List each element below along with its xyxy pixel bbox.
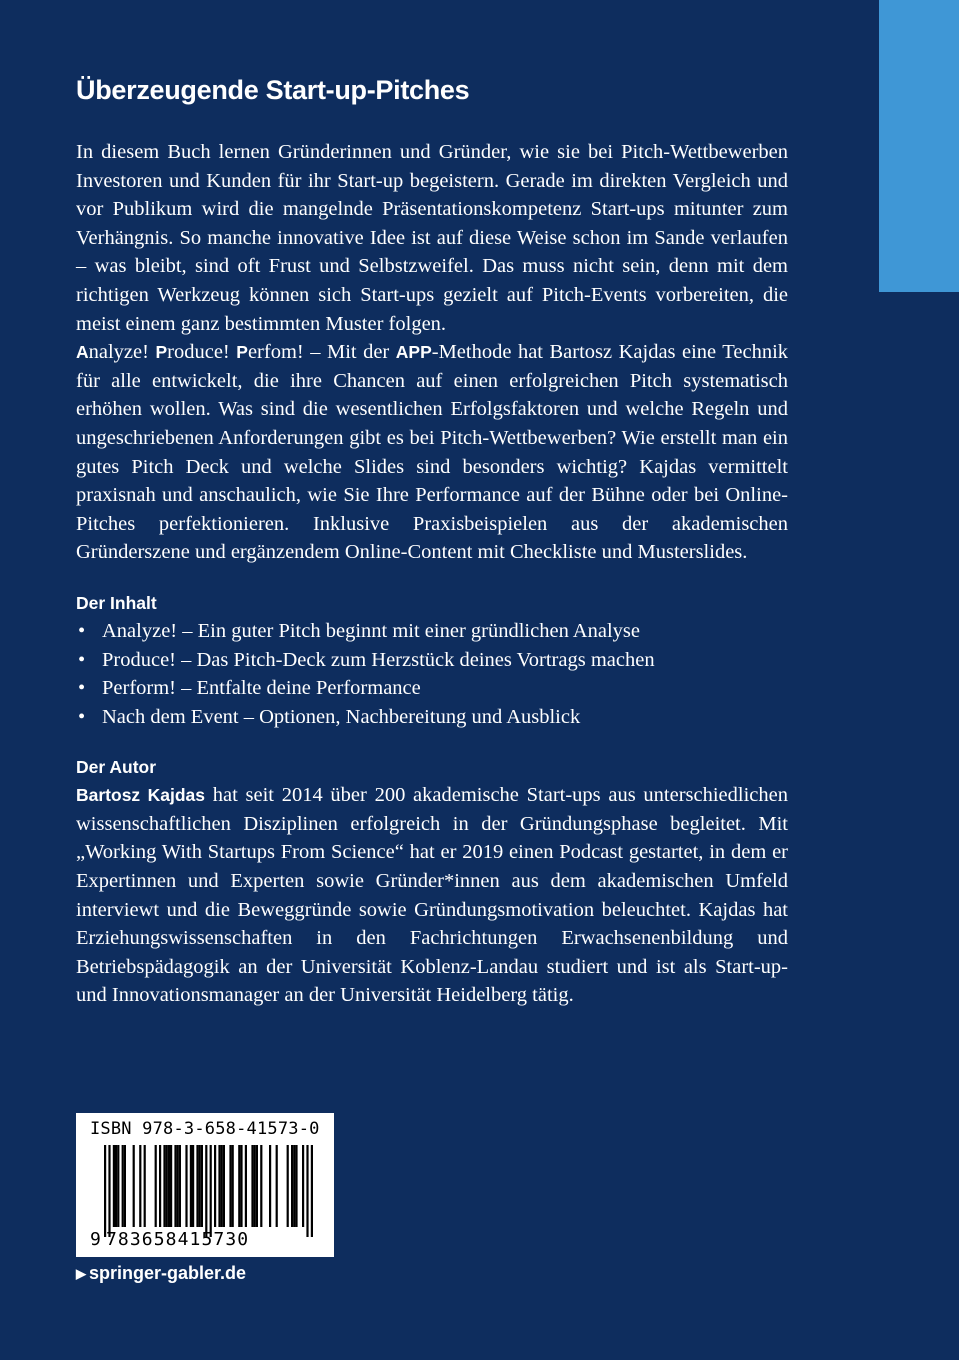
author-bio-text: hat seit 2014 über 200 akademische Start-ups aus unterschiedlichen wissenschaftlichen Disziplinen erfolgreich in der Gründungsphase begleitet. Mit „Working With Startups From Science“ hat er 2019 einen Podcast gestartet, in dem er Expertinnen und Experten sowie Gründer*innen aus dem akademischen Umfeld interviewt und die Beweggründe sowie Gründungsmotivation beleuchtet. Kajdas hat Erziehungswissenschaften in den Fachrichtungen Erwachsenenbildung und Betriebspädagogik an der Universität Koblenz-Landau studiert und ist als Start-up- und Innovationsmanager an der Universität Heidelberg tätig. bbox=[76, 784, 788, 1007]
barcode-bar bbox=[168, 1145, 170, 1227]
barcode-bar bbox=[177, 1145, 179, 1227]
intro-rest: -Methode hat Bartosz Kajdas eine Technik für alle entwickelt, die ihre Chancen auf einen erfolgreichen Pitch systematisch erhöhen wollen. Was sind die wesentlichen Erfolgsfaktoren und welche Regeln und ungeschriebenen Anforderungen gibt es bei Pitch-Wettbewerben? Wie erstellt man ein gutes Pitch Deck und welche Slides sind besonders wichtig? Kajdas vermittelt praxisnah und anschaulich, wie Sie Ihre Performance auf der Bühne oder bei Online-Pitches perfektionieren. Inklusive Praxisbeispielen aus der akademischen Gründerszene und ergänzendem Online-Content mit Checkliste und Musterslides. bbox=[76, 341, 789, 564]
barcode-bar bbox=[214, 1145, 216, 1227]
intro-paragraph-1: In diesem Buch lernen Gründerinnen und Gründer, wie sie bei Pitch-Wettbewerben Investoren und Kunden für ihr Start-up begeistern. Gerade im direkten Vergleich und vor Publikum wird die mangelnde Präsentationskompetenz Start-ups mitunter zum Verhängnis. So manche innovative Idee ist auf diese Weise schon im Sande verlaufen – was bleibt, sind oft Frust und Selbstzweifel. Das muss nicht sein, denn mit dem richtigen Werkzeug können sich Start-ups gezielt auf Pitch-Events vorbereiten, die meist einem ganz bestimmten Muster folgen. bbox=[76, 141, 788, 335]
list-item-text: Perform! – Entfalte deine Performance bbox=[102, 677, 421, 700]
bullet-icon: • bbox=[78, 648, 86, 671]
intro-paragraph-2 bbox=[76, 338, 788, 567]
book-title: Überzeugende Start-up-Pitches bbox=[76, 75, 470, 105]
barcode-bar bbox=[287, 1145, 289, 1227]
barcode-bar bbox=[185, 1145, 187, 1227]
author-bio bbox=[76, 781, 788, 1010]
barcode-bar bbox=[163, 1145, 165, 1227]
publisher-url: springer-gabler.de bbox=[89, 1263, 247, 1283]
author-name: Bartosz Kajdas bbox=[76, 785, 206, 806]
list-item bbox=[76, 646, 788, 675]
barcode-bar bbox=[221, 1145, 223, 1227]
barcode-bar bbox=[311, 1145, 313, 1237]
barcode-bar bbox=[159, 1145, 161, 1227]
barcode-bar bbox=[139, 1145, 141, 1227]
bullet-icon: • bbox=[78, 705, 86, 728]
barcode-bar bbox=[170, 1145, 172, 1227]
barcode-bar bbox=[269, 1145, 271, 1227]
produce-word: roduce! bbox=[167, 341, 237, 364]
accent-bar bbox=[879, 0, 959, 292]
barcode-bar bbox=[210, 1145, 212, 1237]
author-heading: Der Autor bbox=[76, 757, 157, 778]
barcode-bar bbox=[155, 1145, 157, 1227]
barcode-bar bbox=[108, 1145, 110, 1237]
barcode-bar bbox=[238, 1145, 240, 1227]
barcode-bar bbox=[190, 1145, 192, 1227]
barcode-bar bbox=[251, 1145, 253, 1227]
perform-word: erfom! bbox=[247, 341, 304, 364]
barcode-bar bbox=[199, 1145, 201, 1227]
bullet-icon: • bbox=[78, 619, 86, 642]
intro-mid: – Mit der bbox=[303, 341, 396, 364]
list-item bbox=[76, 703, 788, 732]
ean-digits bbox=[76, 1229, 334, 1253]
barcode-bar bbox=[174, 1145, 176, 1227]
barcode-bar bbox=[166, 1145, 168, 1227]
barcode-bar bbox=[113, 1145, 115, 1227]
barcode-bar bbox=[179, 1145, 181, 1227]
back-cover-content bbox=[76, 72, 788, 1010]
barcode-bar bbox=[218, 1145, 220, 1227]
barcode-bar bbox=[245, 1145, 247, 1227]
analyze-word: nalyze! bbox=[88, 341, 156, 364]
barcode-bar bbox=[276, 1145, 278, 1227]
barcode-bar bbox=[196, 1145, 198, 1227]
contents-list bbox=[76, 617, 788, 731]
ean-first-digit: 9 bbox=[90, 1229, 101, 1250]
barcode-bar bbox=[115, 1145, 117, 1227]
arrow-right-icon: ▶ bbox=[76, 1266, 86, 1281]
barcode-bar bbox=[117, 1145, 119, 1227]
list-item bbox=[76, 617, 788, 646]
barcode-bar bbox=[291, 1145, 293, 1227]
barcode-bar bbox=[205, 1145, 207, 1237]
barcode-bar bbox=[254, 1145, 256, 1227]
contents-heading: Der Inhalt bbox=[76, 592, 157, 613]
bullet-icon: • bbox=[78, 677, 86, 700]
intro-text bbox=[76, 138, 788, 567]
ean-remaining-digits: 783658415730 bbox=[106, 1229, 250, 1250]
barcode-bar bbox=[223, 1145, 225, 1227]
app-letter-a: A bbox=[76, 342, 89, 363]
barcode-bar bbox=[232, 1145, 234, 1227]
barcode-bar bbox=[293, 1145, 295, 1227]
barcode-bar bbox=[302, 1145, 304, 1227]
barcode-bar bbox=[192, 1145, 194, 1227]
app-letter-p2: P bbox=[236, 342, 248, 363]
list-item-text: Produce! – Das Pitch-Deck zum Herzstück deines Vortrags machen bbox=[102, 648, 655, 671]
barcode-bar bbox=[122, 1145, 124, 1227]
barcode-bar bbox=[260, 1145, 262, 1227]
isbn-label: ISBN 978-3-658-41573-0 bbox=[90, 1119, 320, 1139]
barcode-bar bbox=[201, 1145, 203, 1227]
list-item-text: Analyze! – Ein guter Pitch beginnt mit einer gründlichen Analyse bbox=[102, 619, 640, 642]
barcode-bar bbox=[124, 1145, 126, 1227]
list-item-text: Nach dem Event – Optionen, Nachbereitung und Ausblick bbox=[102, 705, 581, 728]
app-letter-p1: P bbox=[155, 342, 168, 363]
isbn-barcode bbox=[76, 1113, 334, 1257]
barcode-bar bbox=[144, 1145, 146, 1227]
publisher-link[interactable] bbox=[76, 1261, 246, 1286]
barcode-bars bbox=[76, 1145, 334, 1237]
app-method-label: APP bbox=[395, 342, 432, 363]
barcode-bar bbox=[256, 1145, 258, 1227]
barcode-bar bbox=[229, 1145, 231, 1227]
barcode-bar bbox=[133, 1145, 135, 1227]
barcode-bar bbox=[295, 1145, 297, 1227]
barcode-bar bbox=[240, 1145, 242, 1227]
barcode-bar bbox=[306, 1145, 308, 1237]
list-item bbox=[76, 674, 788, 703]
barcode-bar bbox=[104, 1145, 106, 1237]
